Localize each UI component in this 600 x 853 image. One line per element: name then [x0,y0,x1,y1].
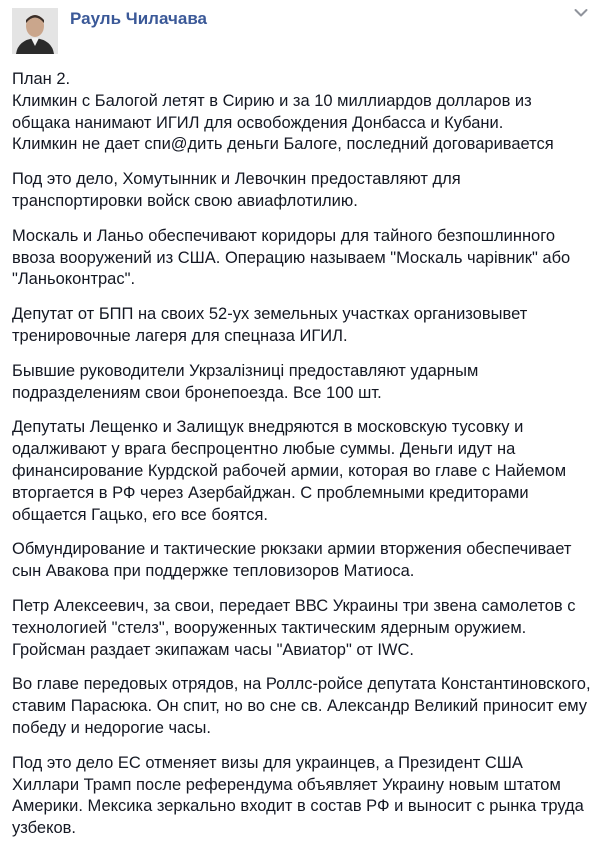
profile-photo-icon [12,8,58,54]
avatar[interactable] [12,8,58,54]
post-paragraph: Под это дело, Хомутынник и Левочкин предоставляют для транспортировки войск свою авиафлотилию. [12,170,461,210]
post-paragraph: Петр Алексеевич, за свои, передает ВВС Украины три звена самолетов с технологией "стелз", вооруженных тактическим ядерным оружием. Гройсман раздает экипажам часы "Авиатор" от IWC. [12,596,576,659]
post-paragraph: Москаль и Ланьо обеспечивают коридоры для тайного безпошлинного ввоза вооружений из США. Операцию называем "Москаль чарівник" або "Ланьоконтрас". [12,226,571,289]
post-author-name[interactable]: Рауль Чилачава [70,9,208,28]
post-paragraph: Депутат от БПП на своих 52-ух земельных участках организовывет тренировочные лагеря для спецназа ИГИЛ. [12,305,528,345]
post-paragraph: Во главе передовых отрядов, на Роллс-ройсе депутата Константиновского, ставим Парасюка. Он спит, но во сне св. Александр Великий приносит ему победу и недорогие часы. [12,675,591,737]
post-header [0,0,600,66]
chevron-down-icon[interactable] [574,8,588,18]
post-paragraph: Под это дело ЕС отменяет визы для украинцев, а Президент США Хиллари Трамп после референдума объявляет Украину новым штатом Америки. Мексика зеркально входит в состав РФ и выносит с рынка труда узбеков. [12,753,584,838]
post-paragraph: Депутаты Лещенко и Залищук внедряются в московскую тусовку и одалживают у врага беспроцентно любые суммы. Деньги идут на финансирование Курдской рабочей армии, которая во главе с Найемом вторгается в РФ через Азербайджан. С проблемными кредиторами общается Гацько, его все боятся. [12,418,567,524]
post-paragraph: Бывшие руководители Укрзалізниці предоставляют ударным подразделениям свои бронепоезда. Все 100 шт. [12,361,479,402]
post-paragraph: Обмундирование и тактические рюкзаки армии вторжения обеспечивает сын Авакова при поддержке тепловизоров Матиоса. [12,540,572,581]
post-paragraph: План 2. Климкин с Балогой летят в Сирию и за 10 миллиардов долларов из общака нанимают ИГИЛ для освобождения Донбасса и Кубани. Климкин не дает спи@дить деньги Балоге, последний договаривается [12,70,554,154]
post-body [12,69,592,853]
